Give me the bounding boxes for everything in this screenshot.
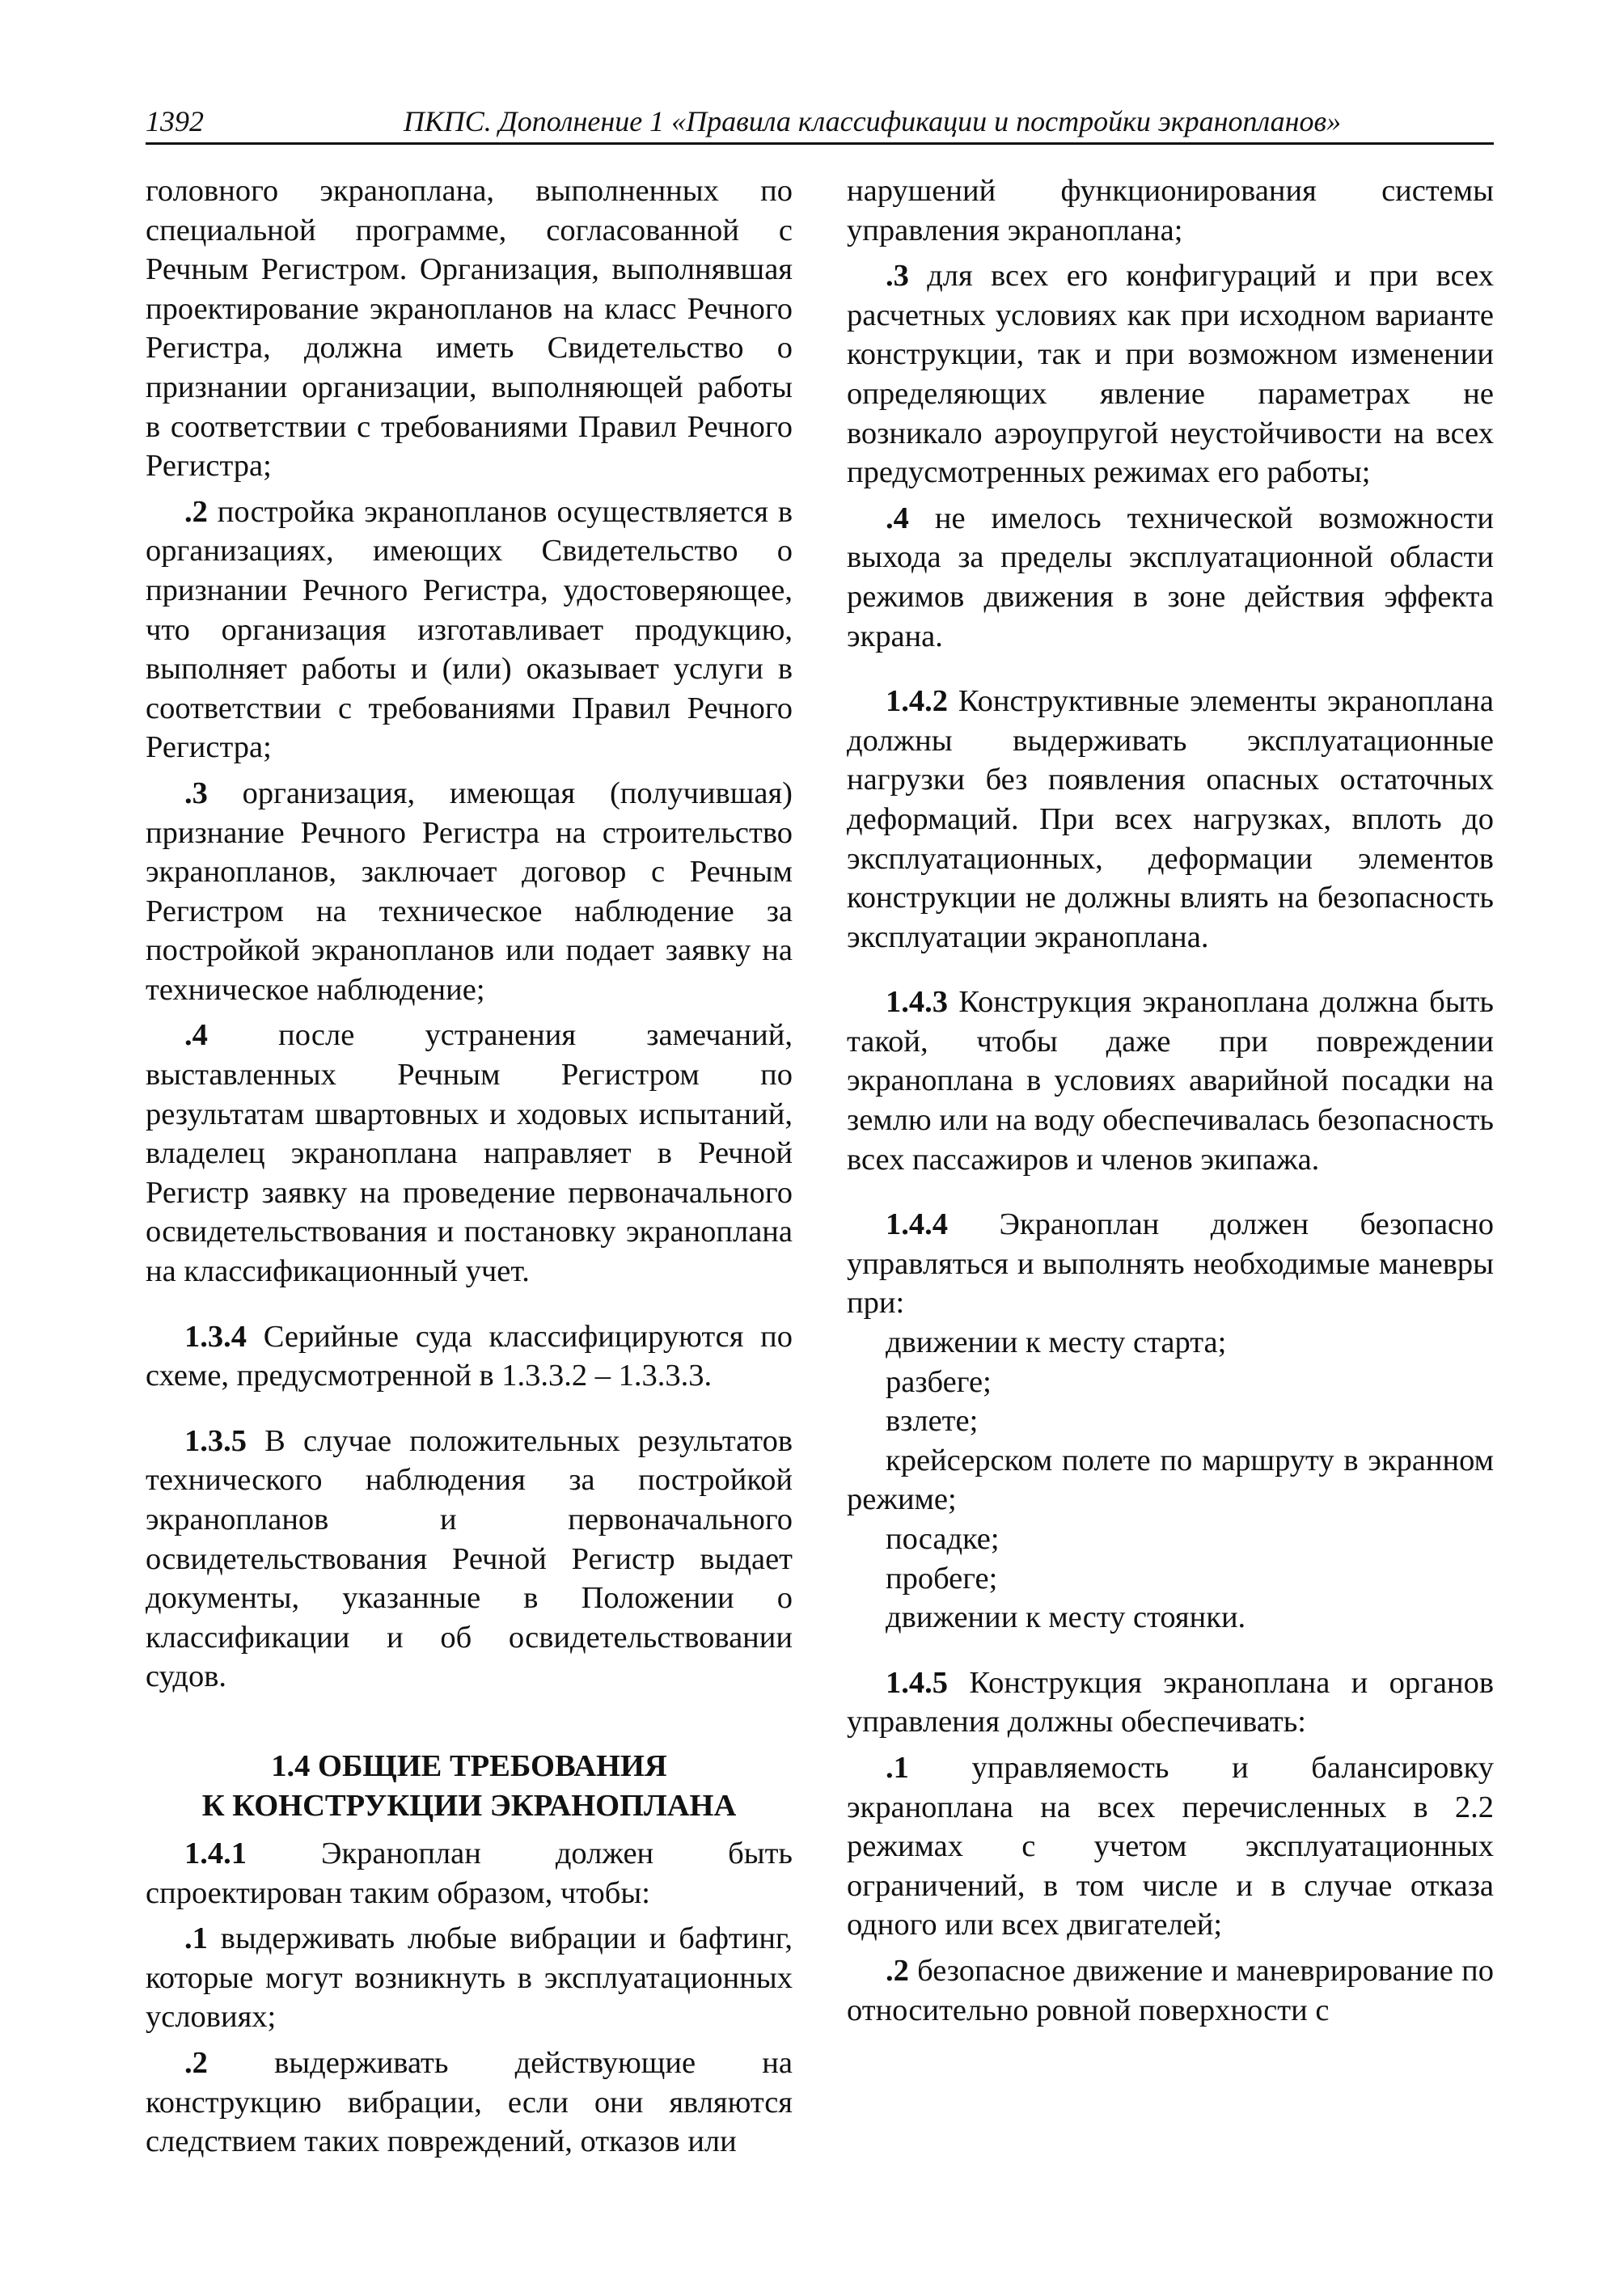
section-title-line-1: 1.4 ОБЩИЕ ТРЕБОВАНИЯ (271, 1748, 667, 1783)
paragraph-text: Экраноплан должен быть спроектирован таким образом, чтобы: (146, 1836, 793, 1910)
list-item: пробеге; (886, 1561, 998, 1596)
paragraph-number: 1.4.4 (886, 1207, 948, 1242)
paragraph-number: 1.4.3 (886, 985, 948, 1020)
list-item: взлете; (886, 1404, 979, 1439)
list-item-1-4-5-2 (847, 1951, 1494, 2030)
item-number: .2 (886, 1953, 909, 1988)
paragraph-1-4-1 (146, 1834, 793, 1913)
list-item-4 (146, 1016, 793, 1291)
running-header (146, 102, 1494, 145)
paragraph-1-4-2 (847, 682, 1494, 957)
item-number: .3 (184, 776, 208, 810)
paragraph-1-3-5 (146, 1422, 793, 1697)
list-item: крейсерском полете по маршруту в экранном режиме; (847, 1443, 1494, 1517)
paragraph-text: Экраноплан должен безопасно управляться и выполнять необходимые маневры при: (847, 1207, 1495, 1321)
list-item-1-4-1-2 (146, 2044, 793, 2162)
list-item-1-4-1-1 (146, 1919, 793, 2037)
item-text: управляемость и балансировку экраноплана на всех перечисленных в 2.2 режимах с учетом эксплуатационных ограничений, в том числе и в случае отказа одного или всех двигателей; (847, 1750, 1495, 1942)
header-title: ПКПС. Дополнение 1 «Правила классификации и постройки экранопланов» (403, 105, 1342, 137)
list-item: посадке; (886, 1522, 1000, 1556)
item-number: .2 (184, 2045, 208, 2080)
paragraph-number: 1.4.1 (184, 1836, 247, 1870)
item-number: .1 (886, 1750, 909, 1785)
item-number: .2 (184, 494, 208, 529)
list-item-2 (146, 492, 793, 767)
item-number: .1 (184, 1921, 208, 1956)
paragraph-text: В случае положительных результатов технического наблюдения за постройкой экранопланов и первоначального освидетельствования Речной Регистр выдает документы, указанные в Положении о классификации и об освидетельствовании судов. (146, 1423, 793, 1694)
item-text: после устранения замечаний, выставленных Речным Регистром по результатам швартовных и ходовых испытаний, владелец экраноплана направляет в Речной Регистр заявку на проведение первоначального освидетельствования и постановку экраноплана на классификационный учет. (146, 1018, 793, 1289)
item-text: выдерживать действующие на конструкцию вибрации, если они являются следствием таких повреждений, отказов или (146, 2045, 793, 2159)
paragraph-1-3-4 (146, 1317, 793, 1396)
section-title (146, 1747, 793, 1826)
paragraph-number: 1.3.4 (184, 1319, 247, 1354)
paragraph-number: 1.4.5 (886, 1665, 948, 1700)
paragraph-1-4-5 (847, 1663, 1494, 1742)
maneuver-list (847, 1323, 1494, 1638)
paragraph-number: 1.4.2 (886, 684, 948, 719)
left-column (146, 171, 793, 2162)
page-number: 1392 (146, 105, 204, 137)
item-number: .3 (886, 259, 909, 294)
item-text: безопасное движение и маневрирование по относительно ровной поверхности с (847, 1953, 1494, 2027)
list-item: движении к месту старта; (886, 1325, 1227, 1360)
item-text: не имелось технической возможности выхода за пределы эксплуатационной области режимов движения в зоне действия эффекта экрана. (847, 501, 1494, 653)
item-number: .4 (886, 501, 909, 535)
list-item-3 (146, 774, 793, 1010)
item-text: постройка экранопланов осуществляется в организациях, имеющих Свидетельство о признании Речного Регистра, удостоверяющее, что организация изготавливает продукцию, выполняет работы и (или) оказывает услуги в соответствии с требованиями Правил Речного Регистра; (146, 494, 793, 765)
section-title-line-2: К КОНСТРУКЦИИ ЭКРАНОПЛАНА (201, 1788, 737, 1823)
paragraph-number: 1.3.5 (184, 1423, 247, 1458)
item-text: выдерживать любые вибрации и бафтинг, которые могут возникнуть в эксплуатационных условиях; (146, 1921, 793, 2035)
paragraph-continued: нарушений функционирования системы управления экраноплана; (847, 174, 1494, 247)
list-item-1-4-5-1 (847, 1748, 1494, 1945)
paragraph-text: Конструктивные элементы экраноплана должны выдерживать эксплуатационные нагрузки без появления опасных остаточных деформаций. При всех нагрузках, вплоть до эксплуатационных, деформации элементов конструкции не должны влиять на безопасность эксплуатации экраноплана. (847, 684, 1495, 954)
paragraph-1-4-3 (847, 983, 1494, 1179)
right-column (847, 171, 1494, 2030)
paragraph-text: Конструкция экраноплана и органов управления должны обеспечивать: (847, 1665, 1494, 1739)
item-text: организация, имеющая (получившая) признание Речного Регистра на строительство экранопланов, заключает договор с Речным Регистром на техническое наблюдение за постройкой экранопланов или подает заявку на техническое наблюдение; (146, 776, 793, 1007)
paragraph-text: Серийные суда классифицируются по схеме, предусмотренной в 1.3.3.2 – 1.3.3.3. (146, 1319, 793, 1393)
item-text: для всех его конфигураций и при всех расчетных условиях как при исходном варианте конструкции, так и при возможном изменении определяющих явление параметрах не возникало аэроупругой неустойчивости на всех предусмотренных режимах его работы; (847, 259, 1494, 490)
list-item: движении к месту стоянки. (886, 1600, 1246, 1635)
list-item-3 (847, 256, 1494, 492)
paragraph-intro: головного экраноплана, выполненных по специальной программе, согласованной с Речным Регистром. Организация, выполнявшая проектирование экранопланов на класс Речного Регистра, должна иметь Свидетельство о признании организации, выполняющей работы в соответствии с требованиями Правил Речного Регистра; (146, 174, 793, 484)
item-number: .4 (184, 1018, 208, 1053)
paragraph-text: Конструкция экраноплана должна быть такой, чтобы даже при повреждении экраноплана в условиях аварийной посадки на землю или на воду обеспечивалась безопасность всех пассажиров и членов экипажа. (847, 985, 1494, 1177)
paragraph-1-4-4 (847, 1205, 1494, 1323)
list-item-4 (847, 499, 1494, 656)
list-item: разбеге; (886, 1364, 992, 1399)
